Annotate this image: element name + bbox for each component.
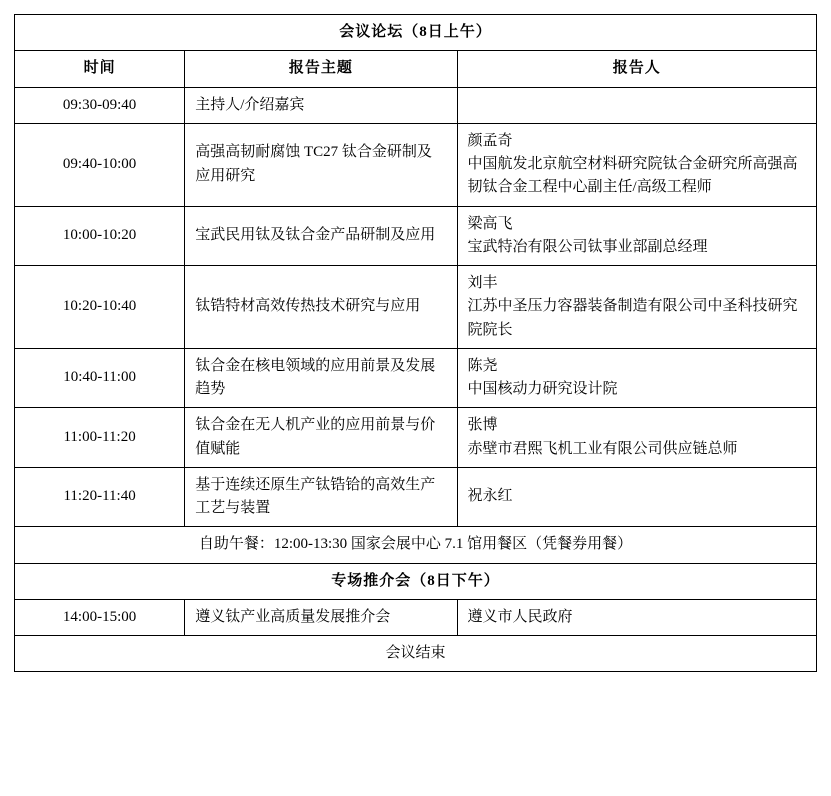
row-time: 14:00-15:00 — [15, 599, 185, 635]
row-topic: 遵义钛产业高质量发展推介会 — [185, 599, 457, 635]
table-row-closing — [15, 636, 817, 672]
column-header-topic: 报告主题 — [185, 51, 457, 87]
row-speaker — [457, 87, 816, 123]
table-row — [15, 123, 817, 206]
table-row-section-title-morning — [15, 15, 817, 51]
row-time: 10:00-10:20 — [15, 206, 185, 266]
table-row — [15, 467, 817, 527]
table-row — [15, 87, 817, 123]
section-title-afternoon: 专场推介会（8日下午） — [15, 563, 817, 599]
row-speaker: 张博 赤壁市君熙飞机工业有限公司供应链总师 — [457, 408, 816, 468]
row-speaker: 颜孟奇 中国航发北京航空材料研究院钛合金研究所高强高韧钛合金工程中心副主任/高级工程师 — [457, 123, 816, 206]
row-topic: 基于连续还原生产钛锆铪的高效生产工艺与装置 — [185, 467, 457, 527]
lunch-note: 自助午餐：12:00-13:30 国家会展中心 7.1 馆用餐区（凭餐券用餐） — [15, 527, 817, 563]
column-header-speaker: 报告人 — [457, 51, 816, 87]
table-row-column-headers — [15, 51, 817, 87]
table-row — [15, 266, 817, 349]
row-time: 09:30-09:40 — [15, 87, 185, 123]
closing-note: 会议结束 — [15, 636, 817, 672]
row-topic: 宝武民用钛及钛合金产品研制及应用 — [185, 206, 457, 266]
row-speaker: 刘丰 江苏中圣压力容器装备制造有限公司中圣科技研究院院长 — [457, 266, 816, 349]
agenda-table — [14, 14, 817, 672]
row-time: 09:40-10:00 — [15, 123, 185, 206]
row-topic: 钛合金在核电领域的应用前景及发展趋势 — [185, 348, 457, 408]
row-topic: 主持人/介绍嘉宾 — [185, 87, 457, 123]
table-row — [15, 206, 817, 266]
column-header-time: 时间 — [15, 51, 185, 87]
row-time: 10:40-11:00 — [15, 348, 185, 408]
row-time: 11:00-11:20 — [15, 408, 185, 468]
row-speaker: 遵义市人民政府 — [457, 599, 816, 635]
row-topic: 高强高韧耐腐蚀 TC27 钛合金研制及应用研究 — [185, 123, 457, 206]
row-time: 10:20-10:40 — [15, 266, 185, 349]
section-title-morning: 会议论坛（8日上午） — [15, 15, 817, 51]
table-row-lunch-note — [15, 527, 817, 563]
table-row — [15, 408, 817, 468]
row-topic: 钛锆特材高效传热技术研究与应用 — [185, 266, 457, 349]
table-row — [15, 599, 817, 635]
row-time: 11:20-11:40 — [15, 467, 185, 527]
row-speaker: 梁高飞 宝武特冶有限公司钛事业部副总经理 — [457, 206, 816, 266]
row-speaker: 祝永红 — [457, 467, 816, 527]
row-speaker: 陈尧 中国核动力研究设计院 — [457, 348, 816, 408]
table-row-section-title-afternoon — [15, 563, 817, 599]
table-row — [15, 348, 817, 408]
row-topic: 钛合金在无人机产业的应用前景与价值赋能 — [185, 408, 457, 468]
